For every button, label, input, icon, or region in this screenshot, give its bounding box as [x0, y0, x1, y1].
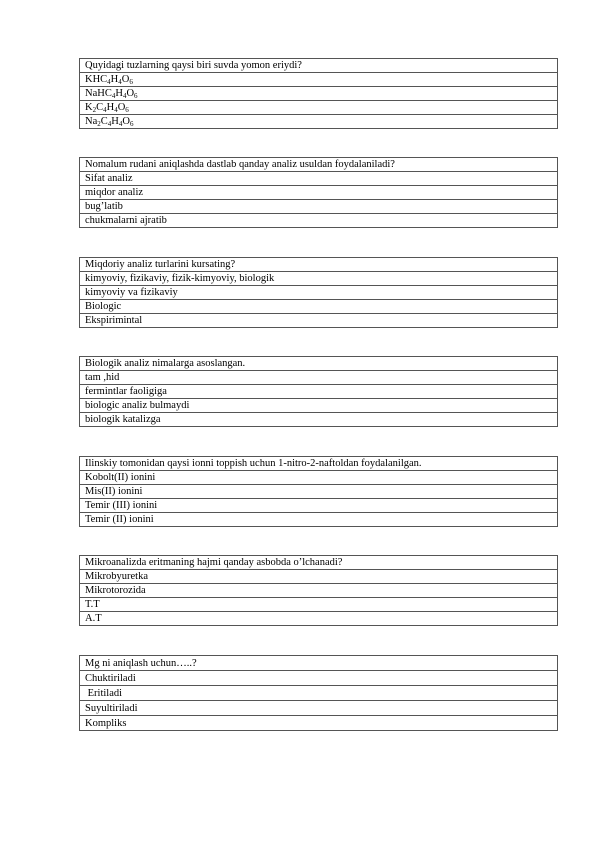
formula-subscript: 6 — [129, 120, 134, 128]
question-text: Ilinskiy tomonidan qaysi ionni toppish uchun 1-nitro-2-naftoldan foydalanilgan. — [80, 457, 558, 471]
formula-subscript: 6 — [129, 78, 133, 86]
question-row — [80, 59, 558, 73]
answer-row — [80, 300, 558, 314]
formula-subscript: 2 — [97, 120, 101, 128]
answer-row — [80, 701, 558, 716]
answer-row — [80, 513, 558, 527]
formula-text: C — [96, 102, 104, 113]
answer-row — [80, 686, 558, 701]
question-text: Mg ni aniqlash uchun…..? — [80, 656, 558, 671]
formula-text: K — [85, 102, 93, 113]
answer-row — [80, 716, 558, 731]
formula-text: NaHC — [85, 88, 112, 99]
answer-option-1: tam ,hid — [80, 371, 558, 385]
answer-row — [80, 272, 558, 286]
formula-text: O — [121, 74, 130, 85]
question-row — [80, 158, 558, 172]
answer-option-2: Mikrotorozida — [80, 584, 558, 598]
question-text: Nomalum rudani aniqlashda dastlab qanday analiz usuldan foydalaniladi? — [80, 158, 558, 172]
question-text: Mikroanalizda eritmaning hajmi qanday asbobda o’lchanadi? — [80, 556, 558, 570]
answer-row — [80, 200, 558, 214]
answer-row — [80, 371, 558, 385]
formula-subscript: 2 — [92, 106, 97, 114]
question-text: Miqdoriy analiz turlarini kursating? — [80, 258, 558, 272]
formula-subscript: 4 — [114, 106, 118, 114]
answer-row — [80, 485, 558, 499]
answer-row — [80, 385, 558, 399]
question-table-1 — [79, 58, 558, 129]
answer-option-2: Eritiladi — [80, 686, 558, 701]
answer-option-1 — [80, 73, 558, 87]
formula-text: KHC — [85, 74, 108, 85]
answer-row — [80, 87, 558, 101]
answer-row — [80, 214, 558, 228]
question-row — [80, 656, 558, 671]
formula-text: O — [117, 102, 126, 113]
answer-row — [80, 612, 558, 626]
answer-row — [80, 471, 558, 485]
formula-text: Na — [85, 116, 98, 127]
formula-subscript: 6 — [134, 92, 138, 100]
formula-text: H — [111, 116, 119, 127]
answer-option-4 — [80, 115, 558, 129]
answer-option-3: bug’latib — [80, 200, 558, 214]
formula-text: O — [122, 116, 130, 127]
formula-subscript: 4 — [107, 120, 112, 128]
question-table-7 — [79, 655, 558, 731]
formula-subscript: 4 — [122, 92, 127, 100]
answer-row — [80, 570, 558, 584]
answer-option-2: fermintlar faoligiga — [80, 385, 558, 399]
answer-row — [80, 186, 558, 200]
answer-row — [80, 499, 558, 513]
answer-option-3: T.T — [80, 598, 558, 612]
answer-option-4: Ekspirimintal — [80, 314, 558, 328]
answer-option-1: Mikrobyuretka — [80, 570, 558, 584]
formula-subscript: 4 — [111, 92, 116, 100]
answer-option-3: Temir (III) ionini — [80, 499, 558, 513]
answer-option-4: biologik katalizga — [80, 413, 558, 427]
answer-option-3: Biologic — [80, 300, 558, 314]
question-row — [80, 556, 558, 570]
answer-row — [80, 584, 558, 598]
answer-row — [80, 598, 558, 612]
answer-option-2: miqdor analiz — [80, 186, 558, 200]
formula-text: H — [110, 74, 119, 85]
formula-subscript: 6 — [125, 106, 129, 114]
answer-row — [80, 314, 558, 328]
answer-option-4: chukmalarni ajratib — [80, 214, 558, 228]
question-text: Biologik analiz nimalarga asoslangan. — [80, 357, 558, 371]
formula-text: C — [100, 116, 108, 127]
formula-text: O — [126, 88, 135, 99]
answer-option-4: Kompliks — [80, 716, 558, 731]
answer-row — [80, 399, 558, 413]
answer-row — [80, 172, 558, 186]
formula-subscript: 4 — [103, 106, 107, 114]
question-table-5 — [79, 456, 558, 527]
formula-subscript: 4 — [107, 78, 111, 86]
answer-option-4: A.T — [80, 612, 558, 626]
answer-row — [80, 73, 558, 87]
answer-option-1: Sifat analiz — [80, 172, 558, 186]
question-text: Quyidagi tuzlarning qaysi biri suvda yomon eriydi? — [80, 59, 558, 73]
question-row — [80, 258, 558, 272]
question-table-4 — [79, 356, 558, 427]
answer-option-2: kimyoviy va fizikaviy — [80, 286, 558, 300]
answer-option-3: biologic analiz bulmaydi — [80, 399, 558, 413]
formula-subscript: 4 — [118, 120, 123, 128]
answer-row — [80, 101, 558, 115]
answer-row — [80, 413, 558, 427]
formula-text: H — [106, 102, 115, 113]
question-row — [80, 357, 558, 371]
answer-option-2 — [80, 87, 558, 101]
answer-row — [80, 286, 558, 300]
answer-option-3: Suyultiriladi — [80, 701, 558, 716]
answer-option-4: Temir (II) ionini — [80, 513, 558, 527]
answer-row — [80, 115, 558, 129]
question-table-6 — [79, 555, 558, 626]
question-row — [80, 457, 558, 471]
formula-subscript: 4 — [118, 78, 122, 86]
question-table-3 — [79, 257, 558, 328]
question-table-2 — [79, 157, 558, 228]
answer-option-1: Kobolt(II) ionini — [80, 471, 558, 485]
answer-option-3 — [80, 101, 558, 115]
answer-option-1: kimyoviy, fizikaviy, fizik-kimyoviy, biologik — [80, 272, 558, 286]
answer-option-2: Mis(II) ionini — [80, 485, 558, 499]
answer-row — [80, 671, 558, 686]
answer-option-1: Chuktiriladi — [80, 671, 558, 686]
formula-text: H — [115, 88, 123, 99]
